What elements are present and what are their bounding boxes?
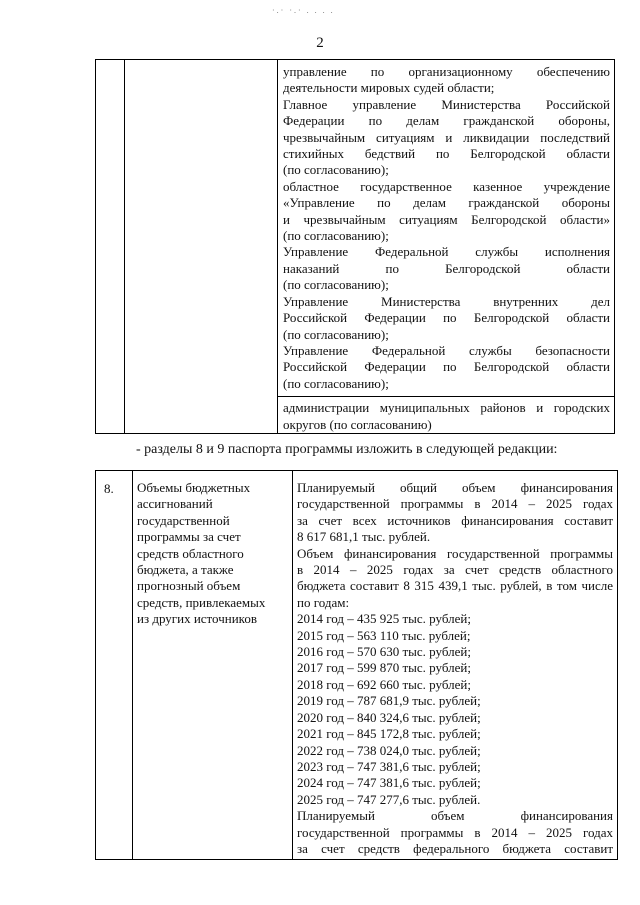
text-line: Федерации по делам гражданской обороны, [283,113,610,129]
number-cell [96,60,125,434]
year-amount-line: 2016 год – 570 630 тыс. рублей; [297,644,471,660]
text-line: бюджета составит 8 315 439,1 тыс. рублей, в том числе [297,578,613,594]
section-name-cell [133,471,293,860]
text-line: Управление Федеральной службы исполнения [283,244,610,260]
text-line: наказаний по Белгородской области [283,260,610,276]
text-line: государственной программы в 2014 – 2025 годах [297,496,613,512]
name-cell [125,60,278,434]
text-line: средств областного [137,545,244,561]
year-amount-line: 2021 год – 845 172,8 тыс. рублей; [297,726,481,742]
year-amount-line: 2020 год – 840 324,6 тыс. рублей; [297,709,481,725]
participants-cell [278,60,615,434]
text-line: Российской Федерации по Белгородской области [283,359,610,375]
text-line: по годам: [297,594,350,610]
text-line: (по согласованию); [283,326,389,342]
instruction-paragraph: - разделы 8 и 9 паспорта программы изложить в следующей редакции: [136,442,558,457]
year-amount-line: 2017 год – 599 870 тыс. рублей; [297,660,471,676]
text-line: программы за счет [137,529,241,545]
text-line: ассигнований [137,496,213,512]
text-line: стихийных бедствий по Белгородской области [283,146,610,162]
year-amount-line: 2024 год – 747 381,6 тыс. рублей; [297,775,481,791]
text-line: областное государственное казенное учреждение [283,178,610,194]
scan-artifact-marks: ·.· ·.· . . . . [272,6,335,15]
row-number: 8. [96,471,133,860]
text-line: чрезвычайным ситуациям и ликвидации последствий [283,129,610,145]
text-line: Планируемый общий объем финансирования [297,480,613,495]
year-amount-line: 2023 год – 747 381,6 тыс. рублей; [297,758,481,774]
page-number: 2 [316,35,324,51]
text-line: государственной [137,512,230,528]
text-line: Управление Федеральной службы безопасности [283,342,610,358]
text-line: Объем финансирования государственной программы [297,545,613,561]
text-line: управление по организационному обеспечению [283,64,610,79]
text-line: (по согласованию); [283,162,389,178]
text-line: в 2014 – 2025 годах за счет средств областного [297,562,613,578]
text-line: Российской Федерации по Белгородской области [283,310,610,326]
text-line: Главное управление Министерства Российской [283,96,610,112]
text-line: из других источников [137,611,257,627]
text-line: «Управление по делам гражданской обороны [283,195,610,211]
text-line: администрации муниципальных районов и городских [283,400,610,416]
row-divider [278,396,614,397]
text-line: (по согласованию); [283,375,389,391]
funding-cell [293,471,618,860]
year-amount-line: 2025 год – 747 277,6 тыс. рублей. [297,791,481,807]
text-line: Объемы бюджетных [137,480,251,495]
text-line: за счет средств федерального бюджета составит [297,840,613,856]
text-line: средств, привлекаемых [137,594,266,610]
text-line: бюджета, а также [137,562,234,578]
year-amount-line: 2022 год – 738 024,0 тыс. рублей; [297,742,481,758]
text-line: и чрезвычайным ситуациям Белгородской области» [283,211,610,227]
text-line: (по согласованию); [283,228,389,244]
year-amount-line: 2014 год – 435 925 тыс. рублей; [297,611,471,627]
passport-table [95,470,618,860]
text-line: (по согласованию); [283,277,389,293]
text-line: 8 617 681,1 тыс. рублей. [297,529,431,545]
year-amount-line: 2019 год – 787 681,9 тыс. рублей; [297,693,481,709]
text-line: за счет всех источников финансирования составит [297,512,613,528]
year-amount-line: 2018 год – 692 660 тыс. рублей; [297,676,471,692]
continuation-table [95,59,615,434]
text-line: Планируемый объем финансирования [297,808,613,824]
year-amount-line: 2015 год – 563 110 тыс. рублей; [297,627,471,643]
text-line: деятельности мировых судей области; [283,80,495,96]
text-line: государственной программы в 2014 – 2025 годах [297,824,613,840]
text-line: прогнозный объем [137,578,241,594]
text-line: округов (по согласованию) [283,416,432,432]
text-line: Управление Министерства внутренних дел [283,293,610,309]
